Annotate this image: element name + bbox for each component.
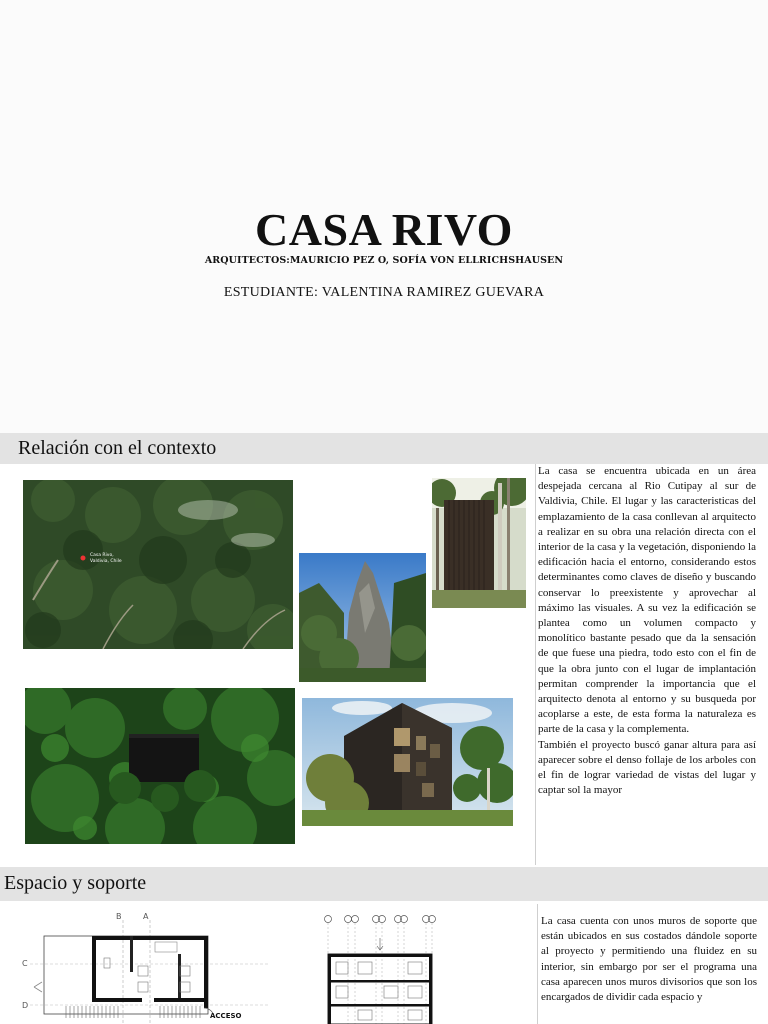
map-label-1: Casa Rivo, xyxy=(90,553,114,558)
context-paragraph-1: La casa se encuentra ubicada en un área despejada cercana al Rio Cutipay al sur de Valdivia, Chile. El lugar y las caracteristicas del emplazamiento de la casa conllevan al arquitecto a realizar en su obra una relación directa con el interior de la casa y la vegetación, disponiendo la edificación hacia el entorno, considerando estos determinantes como claves de diseño y buscando conservar lo preexistente y aprovechar al máximo las visuales. A su vez la edificación se plantea como un volumen compacto y monolítico bastante pesado que da la sensación de que fuese una piedra, todo esto con el fin de que la obra junto con el lugar de implantación permitan comprender la importancia que el arquitecto denota al entorno y su busqueda por acoplarse a este, de esta forma la naturaleza es parte de la casa y la complementa. xyxy=(538,465,756,736)
floor-plan-drawing xyxy=(20,908,270,1024)
space-description xyxy=(541,914,757,1024)
aerial-map-image xyxy=(23,480,293,649)
house-exterior-image xyxy=(302,698,513,826)
context-paragraph-2: También el proyecto buscó ganar altura para así aparecer sobre el denso follaje de los arboles con el fin de lograr variedad de vistas del lugar y captar sol la mayor xyxy=(538,738,756,797)
section-drawing xyxy=(318,910,440,1024)
architects-line: ARQUITECTOS:MAURICIO PEZ O, SOFÍA VON ELLRICHSHAUSEN xyxy=(204,255,564,266)
plan-label-c: C xyxy=(22,959,28,968)
plan-label-d: D xyxy=(22,1001,29,1010)
text-divider xyxy=(535,464,536,865)
section-bar-space xyxy=(0,867,768,901)
space-paragraph: La casa cuenta con unos muros de soporte que están ubicados en sus costados dándole soporte al proyecto y permitiendo una fluidez en su interior, sin embargo por ser el programa una casa aparecen unos muros divisorios que son los encargados de dividir cada espacio y xyxy=(541,915,757,1004)
map-label-2: Valdivia, Chile xyxy=(90,559,122,564)
plan-label-b: B xyxy=(116,912,122,921)
plan-label-a: A xyxy=(143,912,149,921)
section-heading-space: Espacio y soporte xyxy=(4,872,147,894)
section-heading-context: Relación con el contexto xyxy=(18,437,217,459)
page-title: CASA RIVO xyxy=(255,204,513,255)
plan-access-label: ACCESO xyxy=(210,1012,242,1020)
context-description xyxy=(538,464,756,864)
rock-formation-image xyxy=(299,553,426,682)
house-among-trees-image xyxy=(432,478,526,608)
text-divider-2 xyxy=(537,904,538,1024)
section-bar-context xyxy=(0,433,768,464)
student-line: ESTUDIANTE: VALENTINA RAMIREZ GUEVARA xyxy=(223,285,545,300)
title-slide xyxy=(0,0,768,433)
forest-house-image xyxy=(25,688,295,844)
